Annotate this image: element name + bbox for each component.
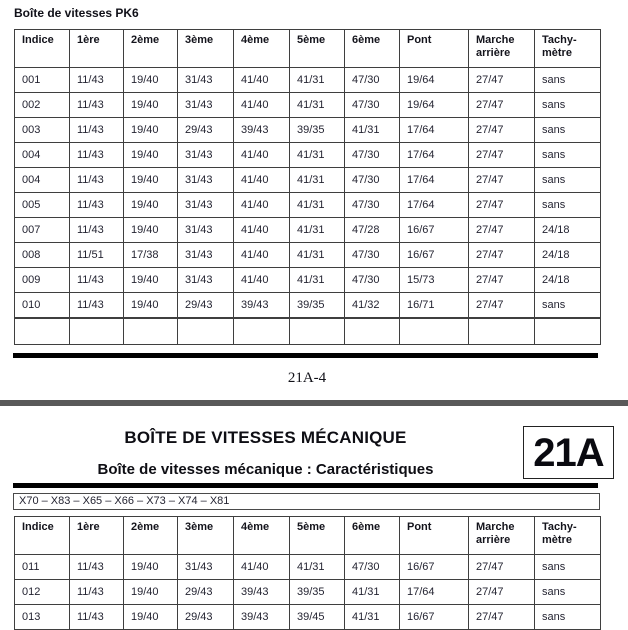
document-page bbox=[0, 6, 628, 622]
section-code: 21A bbox=[533, 430, 604, 475]
column-header: 1ère bbox=[70, 30, 124, 68]
table-row bbox=[15, 68, 601, 93]
table-cell: 47/30 bbox=[345, 555, 400, 580]
table-cell: 41/40 bbox=[234, 93, 290, 118]
column-header: Pont bbox=[400, 517, 469, 555]
table-cell: 27/47 bbox=[469, 605, 535, 630]
table-cell: 41/40 bbox=[234, 555, 290, 580]
table-cell: 27/47 bbox=[469, 580, 535, 605]
table1-title: Boîte de vitesses PK6 bbox=[14, 6, 139, 20]
page-divider-bar bbox=[0, 400, 628, 406]
table-cell: 011 bbox=[15, 555, 70, 580]
table-cell: 19/40 bbox=[124, 293, 178, 318]
table-cell: 31/43 bbox=[178, 193, 234, 218]
table-cell: 19/40 bbox=[124, 168, 178, 193]
clipped-row-table bbox=[14, 318, 601, 345]
table-cell: 27/47 bbox=[469, 68, 535, 93]
table-row bbox=[15, 605, 601, 630]
table-cell: 31/43 bbox=[178, 555, 234, 580]
table-cell: 19/40 bbox=[124, 555, 178, 580]
table-cell: 19/40 bbox=[124, 193, 178, 218]
table-cell: sans bbox=[535, 93, 601, 118]
table-cell: 16/67 bbox=[400, 555, 469, 580]
table-cell: 11/43 bbox=[70, 118, 124, 143]
table-cell: 007 bbox=[15, 218, 70, 243]
column-header: Marche arrière bbox=[469, 517, 535, 555]
table-cell: 31/43 bbox=[178, 168, 234, 193]
table-cell: 39/43 bbox=[234, 293, 290, 318]
table-cell: 47/30 bbox=[345, 143, 400, 168]
table-cell: 41/31 bbox=[290, 193, 345, 218]
table-row bbox=[15, 293, 601, 318]
table-cell: 17/64 bbox=[400, 118, 469, 143]
table-cell: 41/40 bbox=[234, 168, 290, 193]
table-row bbox=[15, 218, 601, 243]
table-cell: 24/18 bbox=[535, 218, 601, 243]
table-cell: 19/40 bbox=[124, 268, 178, 293]
table-cell: 15/73 bbox=[400, 268, 469, 293]
table-cell: 41/31 bbox=[290, 243, 345, 268]
vehicle-codes-box: X70 – X83 – X65 – X66 – X73 – X74 – X81 bbox=[13, 493, 600, 510]
page2-titles bbox=[14, 426, 523, 479]
table-cell: 47/30 bbox=[345, 268, 400, 293]
clipped-next-row-ticks bbox=[14, 318, 600, 323]
table-cell: 19/40 bbox=[124, 580, 178, 605]
table-cell: 41/31 bbox=[290, 555, 345, 580]
table-cell: sans bbox=[535, 193, 601, 218]
table-cell: 004 bbox=[15, 168, 70, 193]
table-row bbox=[15, 268, 601, 293]
table-cell: sans bbox=[535, 68, 601, 93]
column-header: 6ème bbox=[345, 517, 400, 555]
table-cell: 11/43 bbox=[70, 218, 124, 243]
table-cell: 39/35 bbox=[290, 293, 345, 318]
table-cell: 31/43 bbox=[178, 93, 234, 118]
section-subtitle: Boîte de vitesses mécanique : Caractéristiques bbox=[97, 461, 434, 478]
table-cell: 47/30 bbox=[345, 68, 400, 93]
column-header: Tachy-mètre bbox=[535, 30, 601, 68]
table-cell: 11/43 bbox=[70, 168, 124, 193]
page-number: 21A-4 bbox=[287, 370, 327, 386]
table-cell: 47/28 bbox=[345, 218, 400, 243]
column-header: 3ème bbox=[178, 517, 234, 555]
table-cell: 29/43 bbox=[178, 293, 234, 318]
table-cell: 008 bbox=[15, 243, 70, 268]
table-cell: 11/43 bbox=[70, 193, 124, 218]
table-cell: 24/18 bbox=[535, 268, 601, 293]
table-cell: 013 bbox=[15, 605, 70, 630]
table-cell: 19/40 bbox=[124, 68, 178, 93]
table-cell: sans bbox=[535, 293, 601, 318]
table-cell: 24/18 bbox=[535, 243, 601, 268]
table-cell: 010 bbox=[15, 293, 70, 318]
table-cell: 004 bbox=[15, 143, 70, 168]
table-row bbox=[15, 118, 601, 143]
table-row bbox=[15, 93, 601, 118]
table-cell: 11/43 bbox=[70, 68, 124, 93]
table-cell: 11/43 bbox=[70, 605, 124, 630]
table-cell: 29/43 bbox=[178, 605, 234, 630]
column-header: 5ème bbox=[290, 30, 345, 68]
table-cell: 19/40 bbox=[124, 118, 178, 143]
table-cell: 41/40 bbox=[234, 193, 290, 218]
table-cell: 17/64 bbox=[400, 168, 469, 193]
column-header: 2ème bbox=[124, 30, 178, 68]
column-header: Indice bbox=[15, 30, 70, 68]
table-cell: 19/64 bbox=[400, 93, 469, 118]
table-cell: 27/47 bbox=[469, 293, 535, 318]
table-cell: sans bbox=[535, 143, 601, 168]
table-cell: 41/40 bbox=[234, 243, 290, 268]
table-cell: 31/43 bbox=[178, 143, 234, 168]
table-row bbox=[15, 243, 601, 268]
table-cell: 31/43 bbox=[178, 243, 234, 268]
table-cell: 41/31 bbox=[290, 218, 345, 243]
column-header: 3ème bbox=[178, 30, 234, 68]
table-cell: 27/47 bbox=[469, 143, 535, 168]
table-cell: 16/71 bbox=[400, 293, 469, 318]
header-rule bbox=[13, 483, 598, 488]
table-cell: sans bbox=[535, 168, 601, 193]
table-cell: 27/47 bbox=[469, 118, 535, 143]
table-cell: 41/40 bbox=[234, 143, 290, 168]
table-cell: 11/43 bbox=[70, 555, 124, 580]
table-cell: sans bbox=[535, 118, 601, 143]
gear-ratio-table-pk6 bbox=[14, 29, 601, 318]
table-row bbox=[15, 193, 601, 218]
table-cell: 27/47 bbox=[469, 555, 535, 580]
table-cell: 47/30 bbox=[345, 168, 400, 193]
table-cell: 47/30 bbox=[345, 243, 400, 268]
table-cell: 47/30 bbox=[345, 193, 400, 218]
table-row bbox=[15, 555, 601, 580]
table-cell: 41/31 bbox=[290, 168, 345, 193]
table-cell: 41/31 bbox=[345, 580, 400, 605]
table-cell: 11/43 bbox=[70, 268, 124, 293]
table-cell: 27/47 bbox=[469, 218, 535, 243]
table-row bbox=[15, 143, 601, 168]
table-row bbox=[15, 580, 601, 605]
table-cell: 16/67 bbox=[400, 243, 469, 268]
table-cell: 39/43 bbox=[234, 118, 290, 143]
table-cell: 41/31 bbox=[290, 68, 345, 93]
table-cell: 012 bbox=[15, 580, 70, 605]
page2-header bbox=[14, 426, 614, 479]
table-cell: 41/40 bbox=[234, 218, 290, 243]
table-cell: 41/31 bbox=[345, 118, 400, 143]
table-cell: 27/47 bbox=[469, 93, 535, 118]
column-header: 2ème bbox=[124, 517, 178, 555]
table-cell: 11/43 bbox=[70, 93, 124, 118]
table-cell: 29/43 bbox=[178, 118, 234, 143]
table-cell: 31/43 bbox=[178, 268, 234, 293]
table-cell: 27/47 bbox=[469, 268, 535, 293]
table-cell: 27/47 bbox=[469, 193, 535, 218]
table-cell: 17/64 bbox=[400, 580, 469, 605]
table-cell: 17/64 bbox=[400, 143, 469, 168]
table-cell: 17/64 bbox=[400, 193, 469, 218]
table-cell: 41/40 bbox=[234, 68, 290, 93]
table-cell: 002 bbox=[15, 93, 70, 118]
column-header: 4ème bbox=[234, 517, 290, 555]
table-cell: 003 bbox=[15, 118, 70, 143]
column-header: 5ème bbox=[290, 517, 345, 555]
table-cell: 11/43 bbox=[70, 580, 124, 605]
table-cell: 005 bbox=[15, 193, 70, 218]
table-cell: 19/40 bbox=[124, 93, 178, 118]
header-row bbox=[15, 517, 601, 555]
table-cell: 17/38 bbox=[124, 243, 178, 268]
table-cell: 19/40 bbox=[124, 143, 178, 168]
table-cell: 47/30 bbox=[345, 93, 400, 118]
column-header: 6ème bbox=[345, 30, 400, 68]
table-cell: 11/43 bbox=[70, 293, 124, 318]
gear-ratio-table-caracteristiques bbox=[14, 516, 601, 630]
table-cell: 41/31 bbox=[345, 605, 400, 630]
table-cell: sans bbox=[535, 555, 601, 580]
table-cell: 39/35 bbox=[290, 118, 345, 143]
table-cell: 11/51 bbox=[70, 243, 124, 268]
table-cell: 29/43 bbox=[178, 580, 234, 605]
table-cell: 41/32 bbox=[345, 293, 400, 318]
table-cell: 39/45 bbox=[290, 605, 345, 630]
table-cell: 16/67 bbox=[400, 605, 469, 630]
column-header: 1ère bbox=[70, 517, 124, 555]
column-header: Tachy-mètre bbox=[535, 517, 601, 555]
table-cell: 41/31 bbox=[290, 93, 345, 118]
table-cell: 19/64 bbox=[400, 68, 469, 93]
table-cell: 39/43 bbox=[234, 580, 290, 605]
column-header: Indice bbox=[15, 517, 70, 555]
table-cell: sans bbox=[535, 580, 601, 605]
page-footer-rule bbox=[13, 353, 598, 358]
table-row bbox=[15, 168, 601, 193]
table-cell: 001 bbox=[15, 68, 70, 93]
column-header: Pont bbox=[400, 30, 469, 68]
table-cell: 39/35 bbox=[290, 580, 345, 605]
table-cell: 16/67 bbox=[400, 218, 469, 243]
table-cell: 31/43 bbox=[178, 218, 234, 243]
table-cell: 009 bbox=[15, 268, 70, 293]
table-cell: 11/43 bbox=[70, 143, 124, 168]
table-cell: 39/43 bbox=[234, 605, 290, 630]
table-cell: 31/43 bbox=[178, 68, 234, 93]
column-header: Marche arrière bbox=[469, 30, 535, 68]
table-cell: 19/40 bbox=[124, 605, 178, 630]
table-cell: 41/31 bbox=[290, 143, 345, 168]
section-title: BOÎTE DE VITESSES MÉCANIQUE bbox=[124, 428, 407, 447]
table-cell: 27/47 bbox=[469, 168, 535, 193]
header-row bbox=[15, 30, 601, 68]
table-cell: 19/40 bbox=[124, 218, 178, 243]
table-cell: 27/47 bbox=[469, 243, 535, 268]
table-cell: sans bbox=[535, 605, 601, 630]
table-cell: 41/31 bbox=[290, 268, 345, 293]
table-cell: 41/40 bbox=[234, 268, 290, 293]
column-header: 4ème bbox=[234, 30, 290, 68]
section-code-box bbox=[523, 426, 614, 479]
